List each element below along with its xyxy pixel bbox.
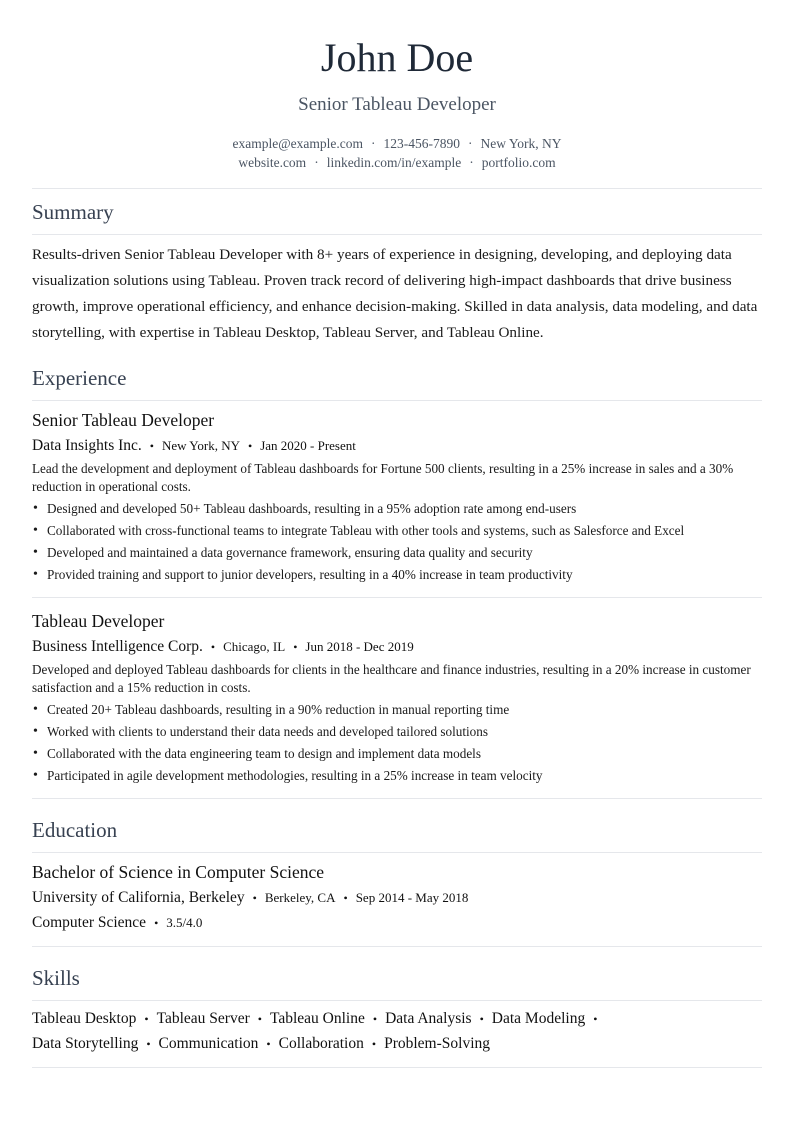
company-name: Business Intelligence Corp. [32, 638, 203, 655]
job-description: Lead the development and deployment of Tableau dashboards for Fortune 500 clients, resulting in a 25% increase in sales and a 30% reduction in operational costs. [32, 461, 734, 494]
school-location: Berkeley, CA [264, 890, 336, 905]
job-title: Senior Tableau Developer [32, 410, 215, 430]
bullet-separator: • [593, 1012, 598, 1026]
skill-item: Problem-Solving [384, 1035, 490, 1052]
separator: · [371, 136, 376, 151]
divider [32, 234, 762, 235]
degree-title: Bachelor of Science in Computer Science [32, 862, 325, 882]
summary-text: Results-driven Senior Tableau Developer with 8+ years of experience in designing, developing, and deploying data visualization solutions using Tableau. Proven track record of delivering high-impact dashboards that drive business growth, improve operational efficiency, and enhance decision-making. Skilled in data analysis, data modeling, and data storytelling, with expertise in Tableau Desktop, Tableau Server, and Tableau Online. [32, 246, 758, 341]
divider [32, 946, 762, 947]
bullet-separator: • [210, 640, 216, 654]
skill-item: Tableau Server [156, 1010, 250, 1027]
skill-item: Data Storytelling [32, 1035, 139, 1052]
bullet-separator: • [257, 1012, 262, 1026]
divider [32, 798, 762, 799]
bullet-separator: • [144, 1012, 149, 1026]
bullet-separator: • [371, 1037, 377, 1051]
field-of-study: Computer Science [32, 914, 147, 931]
list-item: • Designed and developed 50+ Tableau dashboards, resulting in a 95% adoption rate among end-users [32, 498, 762, 520]
gpa: 3.5/4.0 [166, 915, 203, 930]
bullet-separator: • [479, 1012, 484, 1026]
list-item: • Provided training and support to junior developers, resulting in a 40% increase in team productivity [32, 564, 762, 586]
job-title: Tableau Developer [32, 611, 165, 631]
skills-heading: Skills [32, 966, 80, 990]
divider [32, 400, 762, 401]
contact-line-2 [32, 154, 762, 172]
candidate-title: Senior Tableau Developer [298, 94, 496, 115]
divider [32, 188, 762, 189]
education-field-meta [32, 913, 202, 933]
bullet-separator: • [252, 891, 257, 905]
skills-line-1 [32, 1008, 605, 1030]
list-item: • Collaborated with the data engineering team to design and implement data models [32, 743, 762, 765]
list-item: • Worked with clients to understand their data needs and developed tailored solutions [32, 721, 762, 743]
bullet-separator: • [293, 640, 298, 654]
list-item: • Created 20+ Tableau dashboards, resulting in a 90% reduction in manual reporting time [32, 699, 762, 721]
education-dates: Sep 2014 - May 2018 [355, 890, 469, 905]
list-item: • Developed and maintained a data governance framework, ensuring data quality and security [32, 542, 762, 564]
company-name: Data Insights Inc. [32, 437, 142, 454]
email-link[interactable]: example@example.com [232, 136, 363, 151]
bullet-separator: • [266, 1037, 271, 1051]
list-item: • Collaborated with cross-functional teams to integrate Tableau with other tools and systems, such as Salesforce and Excel [32, 520, 762, 542]
separator: · [468, 136, 473, 151]
job-meta [32, 436, 356, 456]
bullet-separator: • [154, 916, 159, 930]
skill-item: Collaboration [278, 1035, 364, 1052]
skills-line-2 [32, 1033, 490, 1055]
contact-line-1 [32, 135, 762, 153]
phone-text[interactable]: 123-456-7890 [383, 136, 460, 151]
education-meta [32, 888, 468, 908]
job-dates: Jan 2020 - Present [260, 438, 356, 453]
location-text: New York, NY [480, 136, 562, 151]
job-dates: Jun 2018 - Dec 2019 [305, 639, 414, 654]
job-bullets [32, 498, 762, 586]
separator: · [314, 155, 319, 170]
skill-item: Communication [158, 1035, 259, 1052]
divider [32, 1067, 762, 1068]
portfolio-link[interactable]: portfolio.com [481, 155, 556, 170]
list-item: • Participated in agile development methodologies, resulting in a 25% increase in team velocity [32, 765, 762, 787]
bullet-separator: • [343, 891, 348, 905]
experience-heading: Experience [32, 366, 127, 390]
job-description: Developed and deployed Tableau dashboards for clients in the healthcare and finance industries, resulting in a 20% increase in customer satisfaction and a 15% reduction in costs. [32, 662, 751, 695]
school-name: University of California, Berkeley [32, 889, 245, 906]
website-link[interactable]: website.com [238, 155, 307, 170]
job-bullets [32, 699, 762, 787]
candidate-name: John Doe [320, 35, 474, 80]
divider [32, 1000, 762, 1001]
job-meta [32, 637, 414, 657]
skill-item: Tableau Desktop [32, 1010, 137, 1027]
bullet-separator: • [247, 439, 253, 453]
job-location: Chicago, IL [223, 639, 286, 654]
divider [32, 597, 762, 598]
separator: · [469, 155, 474, 170]
linkedin-link[interactable]: linkedin.com/in/example [326, 155, 462, 170]
job-location: New York, NY [161, 438, 240, 453]
summary-heading: Summary [32, 200, 114, 224]
divider [32, 852, 762, 853]
bullet-separator: • [146, 1037, 151, 1051]
skill-item: Data Analysis [385, 1010, 472, 1027]
education-heading: Education [32, 818, 118, 842]
bullet-separator: • [149, 439, 154, 453]
bullet-separator: • [372, 1012, 378, 1026]
skill-item: Data Modeling [491, 1010, 586, 1027]
skill-item: Tableau Online [269, 1010, 365, 1027]
